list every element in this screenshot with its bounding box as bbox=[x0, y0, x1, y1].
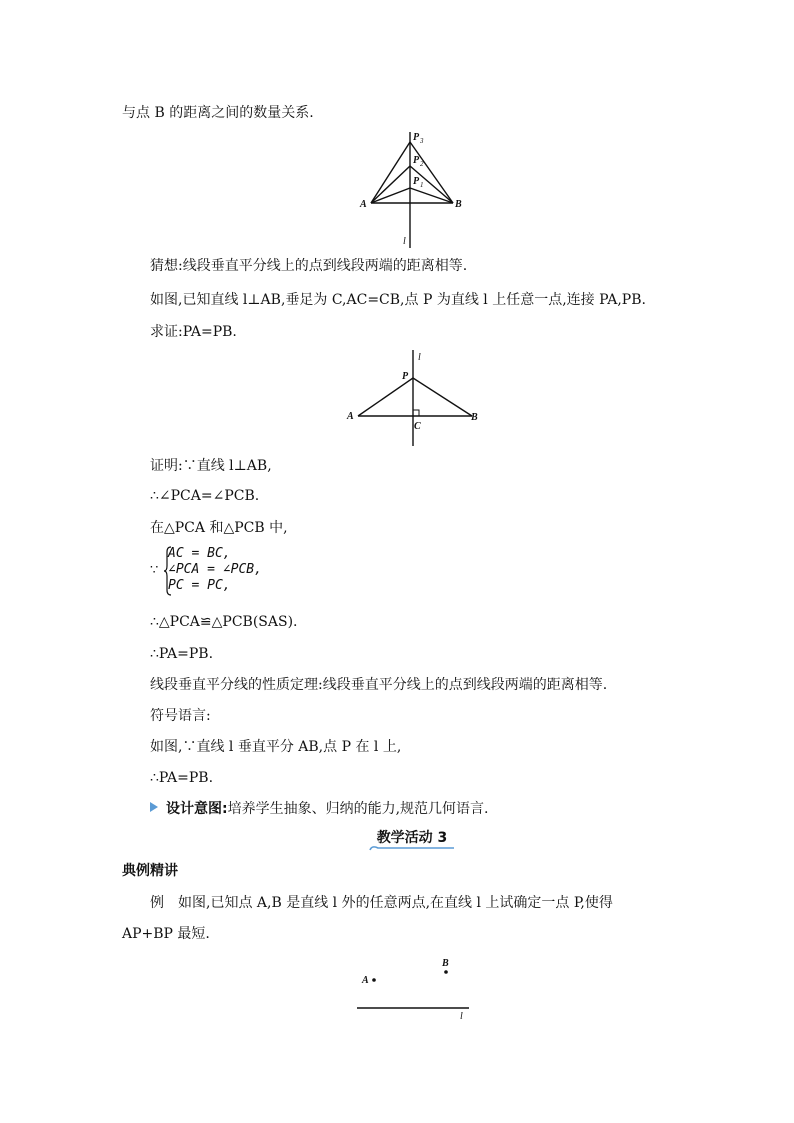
text-line-3: 求证:PA=PB. bbox=[150, 324, 237, 340]
text-line-5: ∴∠PCA=∠PCB. bbox=[150, 488, 260, 504]
fig1-label-a: A bbox=[360, 199, 367, 210]
activity-badge bbox=[368, 828, 456, 850]
text-line-6: 在△PCA 和△PCB 中, bbox=[150, 520, 288, 536]
fig1-label-p2: P bbox=[413, 155, 420, 166]
text-line-13: 例 如图,已知点 A,B 是直线 l 外的任意两点,在直线 l 上试确定一点 P,使得 bbox=[150, 895, 613, 911]
text-line-11: 如图,∵直线 l 垂直平分 AB,点 P 在 l 上, bbox=[150, 739, 402, 755]
fig1-label-p3: P bbox=[413, 132, 420, 143]
system-row-1: AC = BC, bbox=[168, 546, 231, 561]
fig1-label-p1: P bbox=[413, 176, 420, 187]
because-symbol: ∵ bbox=[150, 563, 159, 578]
triangle-bullet-icon bbox=[150, 802, 158, 812]
fig1-label-l: l bbox=[403, 236, 406, 247]
text-line-9: 线段垂直平分线的性质定理:线段垂直平分线上的点到线段两端的距离相等. bbox=[150, 677, 608, 693]
fig3-label-l: l bbox=[460, 1011, 463, 1022]
fig3-point-a bbox=[372, 978, 376, 982]
fig3-label-b: B bbox=[442, 958, 449, 969]
activity-label: 教学活动 3 bbox=[376, 830, 448, 846]
design-intent bbox=[150, 799, 489, 819]
fig2-label-a: A bbox=[347, 411, 354, 422]
system-rows bbox=[168, 546, 262, 594]
text-line-12: ∴PA=PB. bbox=[150, 770, 214, 786]
text-line-0: 与点 B 的距离之间的数量关系. bbox=[122, 105, 314, 121]
figure-perpendicular-bisector-points bbox=[355, 128, 475, 250]
fig3-point-b bbox=[444, 970, 448, 974]
system-row-2: ∠PCA = ∠PCB, bbox=[168, 562, 262, 577]
fig2-label-l: l bbox=[418, 352, 421, 363]
fig3-label-a: A bbox=[362, 975, 369, 986]
text-line-2: 如图,已知直线 l⊥AB,垂足为 C,AC=CB,点 P 为直线 l 上任意一点,连接 PA,PB. bbox=[150, 292, 646, 308]
system-row-3: PC = PC, bbox=[168, 578, 231, 593]
fig2-label-p: P bbox=[402, 371, 409, 382]
fig1-label-p1-sub: 1 bbox=[420, 181, 424, 189]
design-intent-lead: 设计意图: bbox=[166, 801, 228, 817]
fig2-label-b: B bbox=[471, 412, 478, 423]
fig1-label-b: B bbox=[455, 199, 462, 210]
fig2-label-c: C bbox=[414, 421, 421, 432]
text-line-10: 符号语言: bbox=[150, 708, 211, 724]
activity-underline-icon bbox=[368, 842, 456, 852]
fig1-label-p2-sub: 2 bbox=[420, 160, 424, 168]
figure-triangle-pab bbox=[340, 348, 490, 448]
text-line-14: AP+BP 最短. bbox=[122, 926, 210, 942]
figure-points-and-line bbox=[350, 955, 480, 1025]
design-intent-text: 培养学生抽象、归纳的能力,规范几何语言. bbox=[227, 801, 489, 817]
fig1-label-p3-sub: 3 bbox=[420, 137, 424, 145]
section-heading: 典例精讲 bbox=[122, 863, 178, 879]
text-line-8: ∴PA=PB. bbox=[150, 646, 214, 662]
text-line-1: 猜想:线段垂直平分线上的点到线段两端的距离相等. bbox=[150, 258, 468, 274]
text-line-4: 证明:∵直线 l⊥AB, bbox=[150, 458, 272, 474]
text-line-7: ∴△PCA≌△PCB(SAS). bbox=[150, 614, 298, 630]
